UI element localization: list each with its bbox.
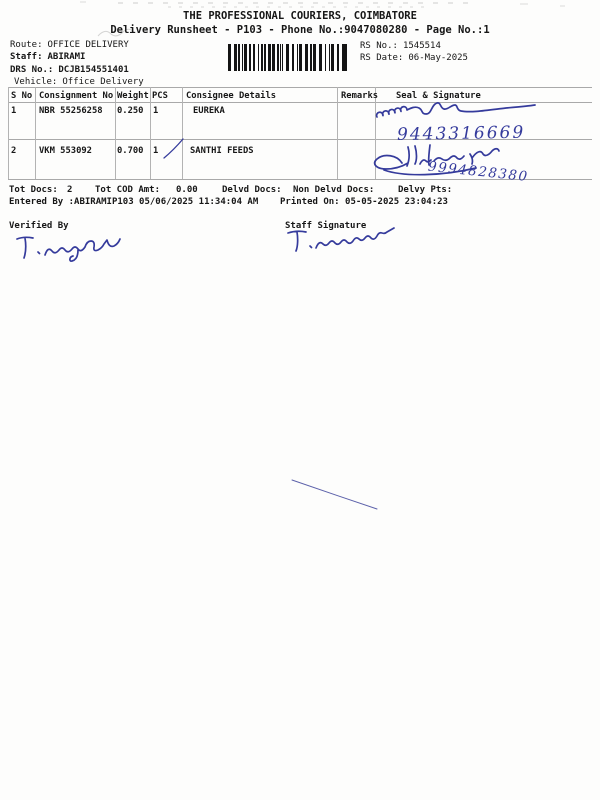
cell-pcs: 1 <box>153 106 159 116</box>
cell-weight: 0.250 <box>117 106 144 116</box>
staff-label: Staff: <box>10 52 43 62</box>
delvy-pts-label: Delvy Pts: <box>398 185 453 195</box>
table-row-divider <box>8 139 592 140</box>
vehicle-value: Office Delivery <box>62 77 144 87</box>
rs-no-line <box>360 41 441 52</box>
col-header-seal-signature: Seal & Signature <box>396 91 481 101</box>
cell-consignment-no: VKM 553092 <box>39 146 92 156</box>
drs-no-line <box>10 65 129 76</box>
runsheet-subtitle: Delivery Runsheet - P103 - Phone No.:9047080280 - Page No.:1 <box>110 24 490 36</box>
route-value: OFFICE DELIVERY <box>47 40 129 50</box>
cell-pcs: 1 <box>153 146 159 156</box>
col-header-pcs: PCS <box>152 91 168 101</box>
table-column-line <box>182 87 183 179</box>
cell-consignee: SANTHI FEEDS <box>190 146 254 156</box>
drs-no-label: DRS No.: <box>10 65 54 75</box>
table-border-bottom <box>8 179 592 180</box>
table-border-left <box>8 87 9 179</box>
table-column-line <box>115 87 116 179</box>
col-header-s-no: S No <box>11 91 33 101</box>
staff-line <box>10 52 85 63</box>
seal-signature-scribble-row1 <box>377 103 535 117</box>
seal-signature-scribble-row2 <box>375 145 499 175</box>
printed-on-line: Printed On: 05-05-2025 23:04:23 <box>280 197 448 207</box>
staff-signature-label: Staff Signature <box>285 221 367 231</box>
verified-by-label: Verified By <box>9 221 69 231</box>
rs-no-value: 1545514 <box>402 41 441 51</box>
scan-speck <box>80 2 565 6</box>
col-header-weight: Weight <box>117 91 149 101</box>
tot-docs-value: 2 <box>67 185 73 195</box>
verified-by-signature <box>17 237 120 261</box>
table-column-line <box>150 87 151 179</box>
company-title: THE PROFESSIONAL COURIERS, COIMBATORE <box>183 10 417 22</box>
rs-date-line <box>360 53 468 64</box>
pen-slash-mark <box>164 139 183 158</box>
cell-s-no: 1 <box>11 106 17 116</box>
col-header-consignment-no: Consignment No <box>39 91 114 101</box>
tot-docs-label: Tot Docs: <box>9 185 58 195</box>
cell-consignment-no: NBR 55256258 <box>39 106 103 116</box>
cell-s-no: 2 <box>11 146 17 156</box>
route-label: Route: <box>10 40 43 50</box>
handwritten-phone-row2: 9994828380 <box>427 158 530 186</box>
drs-barcode <box>228 44 348 71</box>
tot-cod-value: 0.00 <box>176 185 198 195</box>
table-border-top <box>8 87 592 88</box>
vehicle-label: Vehicle: <box>14 77 58 87</box>
rs-date-label: RS Date: <box>360 53 404 63</box>
cell-weight: 0.700 <box>117 146 144 156</box>
table-column-line <box>337 87 338 179</box>
cell-consignee: EUREKA <box>193 106 225 116</box>
handwritten-phone-row1: 9443316669 <box>396 122 526 145</box>
col-header-remarks: Remarks <box>341 91 379 101</box>
table-column-line <box>35 87 36 179</box>
non-delvd-docs-label: Non Delvd Docs: <box>293 185 375 195</box>
col-header-consignee-details: Consignee Details <box>186 91 277 101</box>
route-line <box>10 40 129 51</box>
delvd-docs-label: Delvd Docs: <box>222 185 282 195</box>
drs-no-value: DCJB154551401 <box>58 65 129 75</box>
rs-no-label: RS No.: <box>360 41 398 51</box>
entered-by-line: Entered By :ABIRAMIP103 05/06/2025 11:34:04 AM <box>9 197 259 207</box>
stray-pen-stroke <box>292 480 377 509</box>
tot-cod-label: Tot COD Amt: <box>95 185 161 195</box>
staff-value: ABIRAMI <box>47 52 86 62</box>
table-header-divider <box>8 102 592 103</box>
rs-date-value: 06-May-2025 <box>408 53 468 63</box>
